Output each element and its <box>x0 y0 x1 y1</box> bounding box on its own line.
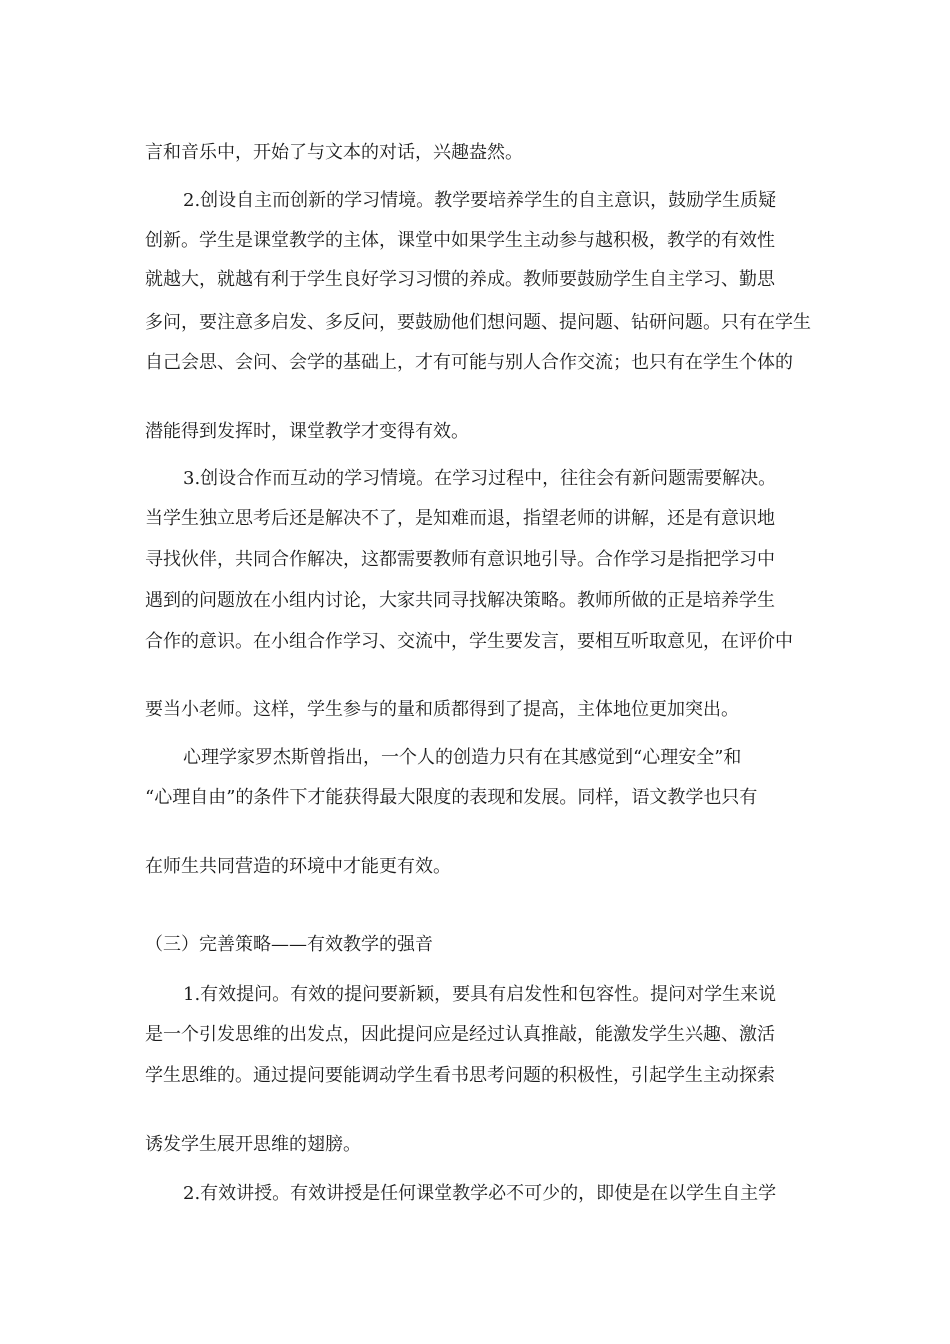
text-line: “心理自由”的条件下才能获得最大限度的表现和发展。同样，语文教学也只有 <box>145 787 758 808</box>
item-2-first-line: 2.有效讲授。有效讲授是任何课堂教学必不可少的，即使是在以学生自主学 <box>183 1183 777 1204</box>
text-line: 就越大，就越有利于学生良好学习习惯的养成。教师要鼓励学生自主学习、勤思 <box>145 269 775 290</box>
paragraph-rogers-first-line: 心理学家罗杰斯曾指出，一个人的创造力只有在其感觉到“心理安全”和 <box>183 747 742 768</box>
paragraph-3-first-line: 3.创设合作而互动的学习情境。在学习过程中，往往会有新问题需要解决。 <box>183 468 777 489</box>
text-line: 潜能得到发挥时，课堂教学才变得有效。 <box>145 421 469 442</box>
text-line: 言和音乐中，开始了与文本的对话，兴趣盎然。 <box>145 142 523 163</box>
text-line: 学生思维的。通过提问要能调动学生看书思考问题的积极性，引起学生主动探索 <box>145 1065 775 1086</box>
text-line: 在师生共同营造的环境中才能更有效。 <box>145 856 451 877</box>
item-1-first-line: 1.有效提问。有效的提问要新颖，要具有启发性和包容性。提问对学生来说 <box>183 984 777 1005</box>
paragraph-2-first-line: 2.创设自主而创新的学习情境。教学要培养学生的自主意识，鼓励学生质疑 <box>183 190 777 211</box>
text-line: 遇到的问题放在小组内讨论，大家共同寻找解决策略。教师所做的正是培养学生 <box>145 590 775 611</box>
text-line: 创新。学生是课堂教学的主体，课堂中如果学生主动参与越积极，教学的有效性 <box>145 230 775 251</box>
section-heading: （三）完善策略——有效教学的强音 <box>145 934 433 955</box>
text-line: 是一个引发思维的出发点，因此提问应是经过认真推敲，能激发学生兴趣、激活 <box>145 1024 775 1045</box>
text-line: 多问，要注意多启发、多反问，要鼓励他们想问题、提问题、钻研问题。只有在学生 <box>145 312 811 333</box>
text-line: 合作的意识。在小组合作学习、交流中，学生要发言，要相互听取意见，在评价中 <box>145 631 793 652</box>
text-line: 诱发学生展开思维的翅膀。 <box>145 1134 361 1155</box>
text-line: 自己会思、会问、会学的基础上，才有可能与别人合作交流；也只有在学生个体的 <box>145 352 793 373</box>
text-line: 寻找伙伴，共同合作解决，这都需要教师有意识地引导。合作学习是指把学习中 <box>145 549 775 570</box>
text-line: 当学生独立思考后还是解决不了，是知难而退，指望老师的讲解，还是有意识地 <box>145 508 775 529</box>
text-line: 要当小老师。这样，学生参与的量和质都得到了提高，主体地位更加突出。 <box>145 699 739 720</box>
